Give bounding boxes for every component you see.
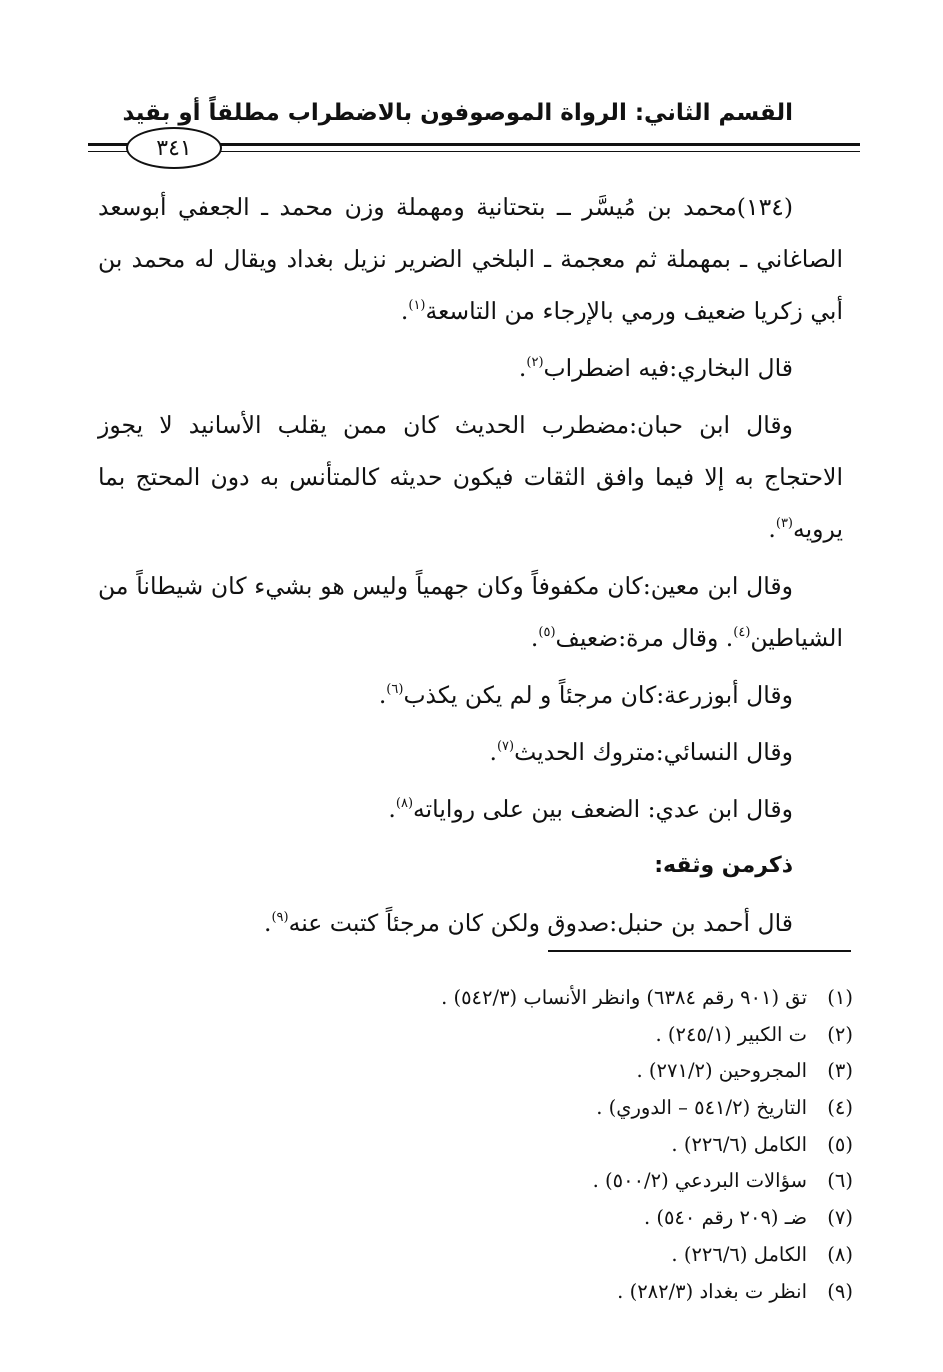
- quote-text: وقال ابن عدي: الضعف بين على رواياته: [413, 795, 793, 823]
- period: .: [768, 515, 776, 543]
- footnotes: [293, 980, 853, 1310]
- page-number: ٣٤١: [126, 127, 222, 169]
- quote-text: قال أحمد بن حنبل:صدوق ولكن كان مرجئاً كتبت عنه: [288, 909, 793, 937]
- footnote-text: ضـ (٢٠٩ رقم ٥٤٠) .: [643, 1206, 807, 1230]
- section-heading: ذكرمن وثقه:: [654, 853, 793, 878]
- footnote-item: [293, 1053, 853, 1090]
- footnote-ref: (٧): [496, 739, 515, 754]
- footnote-text: الكامل (٢٢٦/٦) .: [671, 1132, 807, 1156]
- period: .: [518, 354, 527, 382]
- quote-abu-zura: [98, 669, 843, 721]
- footnote-ref: (٥): [538, 625, 556, 640]
- quote-ibn-adi: [98, 783, 843, 835]
- footnote-item: [293, 1163, 853, 1200]
- quote-bukhari: [98, 342, 843, 394]
- footnote-number: (٧): [827, 1206, 853, 1230]
- period: .: [378, 681, 387, 709]
- footnote-text: الكامل (٢٢٦/٦) .: [671, 1242, 807, 1266]
- footnote-text: سؤالات البردعي (٥٠٠/٢) .: [592, 1169, 807, 1193]
- quote-text: وقال النسائي:متروك الحديث: [514, 738, 793, 766]
- footnote-ref: (٢): [526, 355, 544, 370]
- quote-text: وقال أبوزرعة:كان مرجئاً و لم يكن يكذب: [403, 681, 793, 709]
- footnote-ref: (٣): [775, 516, 793, 531]
- period: .: [530, 624, 539, 652]
- footnote-item: [293, 1200, 853, 1237]
- footnote-number: (٢): [827, 1022, 853, 1046]
- period: .: [725, 624, 734, 652]
- footnote-ref: (١): [408, 298, 426, 313]
- footnote-item: [293, 1127, 853, 1164]
- period: .: [263, 909, 272, 937]
- entry-paragraph: [98, 181, 843, 337]
- footnote-text: تق (٩٠١ رقم ٦٣٨٤) وانظر الأنساب (٥٤٢/٣) .: [441, 986, 807, 1009]
- quote-ibn-hibban: [98, 399, 843, 555]
- footnote-text: التاريخ (٥٤١/٢ – الدوري) .: [596, 1096, 807, 1120]
- quote-ibn-main: [98, 560, 843, 664]
- footnote-item: [293, 1090, 853, 1127]
- quote-ahmad: [98, 897, 843, 949]
- footnote-number: (٨): [827, 1242, 853, 1266]
- page-header-title: القسم الثاني: الرواة الموصوفون بالاضطراب مطلقاً أو بقيد: [122, 100, 793, 126]
- period: .: [400, 297, 409, 325]
- footnote-item: [293, 980, 853, 1017]
- footnote-number: (١): [827, 986, 853, 1009]
- quote-text: وقال ابن معين:كان مكفوفاً وكان جهمياً وليس هو بشيء كان شيطاناً من الشياطين: [98, 572, 843, 652]
- footnote-number: (٩): [827, 1279, 853, 1303]
- footnote-text: انظر ت بغداد (٢٨٢/٣) .: [617, 1279, 807, 1303]
- footnote-ref: (٤): [733, 625, 751, 640]
- footnote-number: (٦): [827, 1169, 853, 1193]
- footnote-number: (٤): [827, 1096, 853, 1120]
- footnote-item: [293, 1017, 853, 1054]
- footnote-item: [293, 1274, 853, 1311]
- footnote-text: المجروحين (٢٧١/٢) .: [636, 1059, 807, 1083]
- period: .: [388, 795, 396, 823]
- footnote-item: [293, 1237, 853, 1274]
- footnote-text: ت الكبير (٢٤٥/١) .: [655, 1022, 807, 1046]
- footnote-ref: (٩): [271, 910, 289, 925]
- quote-text: قال البخاري:فيه اضطراب: [543, 354, 793, 382]
- quote-nasai: [98, 726, 843, 778]
- main-text: [98, 181, 843, 954]
- footnote-number: (٥): [827, 1132, 853, 1156]
- footnote-ref: (٨): [395, 796, 414, 811]
- period: .: [489, 738, 497, 766]
- footnote-separator: [548, 950, 851, 952]
- quote-text: وقال ابن حبان:مضطرب الحديث كان ممن يقلب الأسانيد لا يجوز الاحتجاج به إلا فيما وافق الثقات فيكون حديثه كالمتأنس به دون المحتج بما يرويه: [98, 411, 843, 543]
- footnote-ref: (٦): [386, 682, 404, 697]
- entry-text: (١٣٤)محمد بن مُيسَّر ــ بتحتانية ومهملة وزن محمد ـ الجعفي أبوسعد الصاغاني ـ بمهملة ثم معجمة ـ البلخي الضرير نزيل بغداد ويقال له محمد بن أبي زكريا ضعيف ورمي بالإرجاء من التاسعة: [98, 193, 843, 325]
- quote-text: وقال مرة:ضعيف: [555, 624, 719, 652]
- footnote-number: (٣): [827, 1059, 853, 1083]
